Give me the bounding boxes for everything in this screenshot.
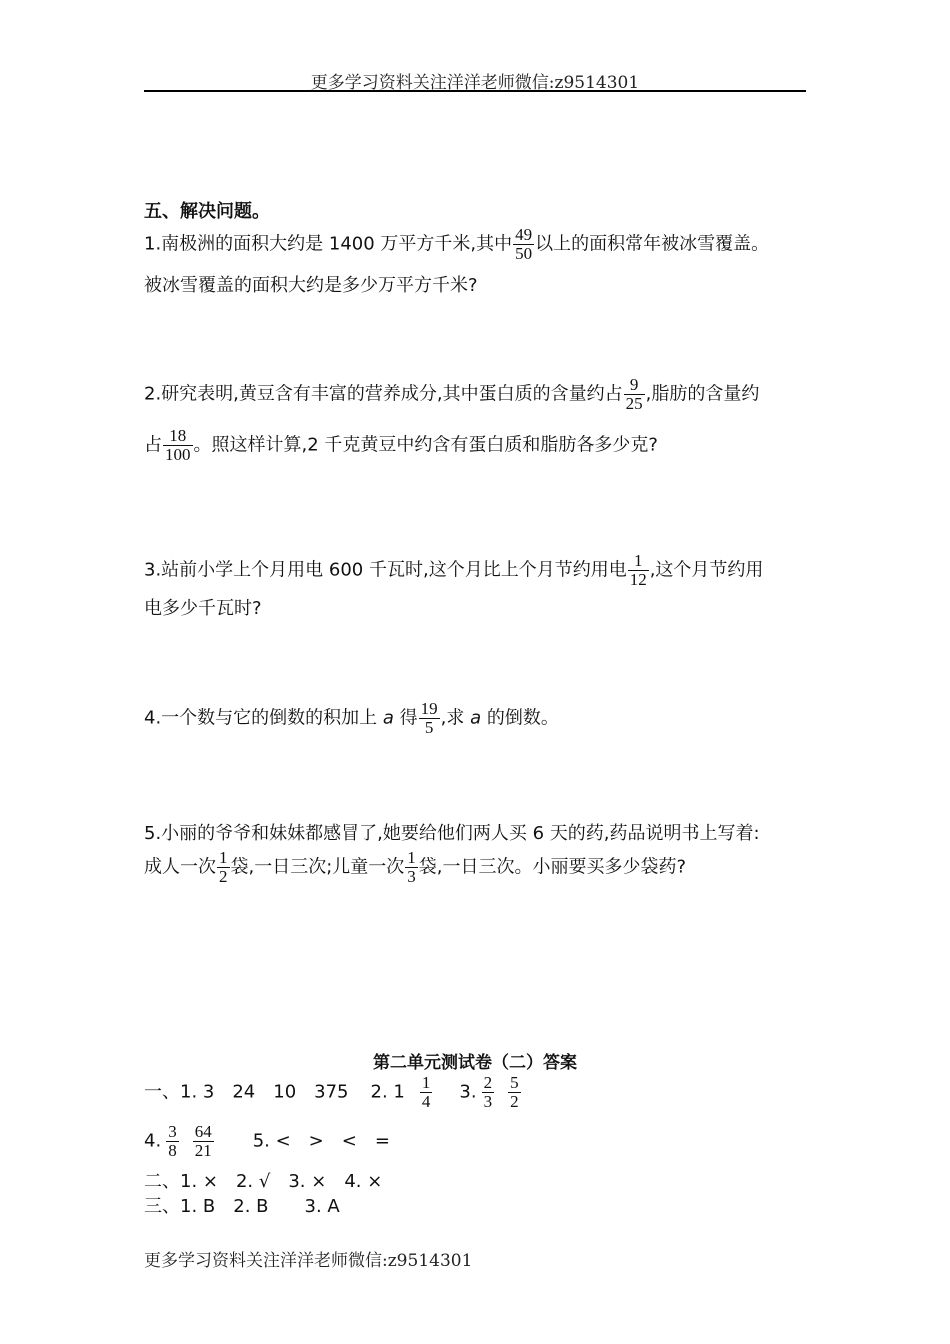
- header-divider: [144, 90, 806, 92]
- answer-4-fraction-1: $\frac{3}{8}$: [168, 1122, 177, 1160]
- answers-row-4: 三、1. B 2. B 3. A: [144, 1196, 340, 1217]
- q2-fraction-protein: $\frac{9}{25}$: [625, 375, 643, 413]
- answer-2-text: 2. 1: [370, 1081, 405, 1103]
- answer-1-text: 一、1. 3 24 10 375: [144, 1081, 349, 1103]
- q2-text-a: 2.研究表明,黄豆含有丰富的营养成分,其中蛋白质的含量约占: [144, 383, 623, 405]
- answer-3-fraction-1: $\frac{2}{3}$: [483, 1073, 493, 1111]
- answers-row-1: [144, 1074, 522, 1111]
- question-3-line-1: [144, 552, 763, 589]
- q4-text-d: 的倒数。: [481, 707, 559, 729]
- q5-fraction-adult: $\frac{1}{2}$: [219, 848, 228, 886]
- question-3-line-2: 电多少千瓦时?: [144, 598, 262, 619]
- question-5-line-2: [144, 849, 686, 886]
- q5-text-b: 袋,一日三次;儿童一次: [230, 856, 405, 878]
- q3-text-b: ,这个月节约用: [649, 559, 764, 581]
- question-5-line-1: 5.小丽的爷爷和妹妹都感冒了,她要给他们两人买 6 天的药,药品说明书上写着:: [144, 823, 760, 844]
- question-4: [144, 700, 559, 737]
- q4-variable-a: a: [382, 707, 394, 729]
- answer-4-text: 4.: [144, 1130, 162, 1152]
- q4-variable-a-2: a: [470, 707, 482, 729]
- q2-text-c: 占: [144, 434, 162, 456]
- answers-title: 第二单元测试卷（二）答案: [373, 1053, 577, 1073]
- q2-fraction-fat: $\frac{18}{100}$: [165, 426, 191, 464]
- q2-text-b: ,脂肪的含量约: [645, 383, 760, 405]
- q3-text-a: 3.站前小学上个月用电 600 千瓦时,这个月比上个月节约用电: [144, 559, 627, 581]
- answer-4-fraction-2: $\frac{64}{21}$: [194, 1122, 212, 1160]
- q4-text-c: ,求: [440, 707, 471, 729]
- section-title: 五、解决问题。: [144, 201, 270, 222]
- question-2-line-2: [144, 427, 658, 464]
- question-2-line-1: [144, 376, 759, 413]
- q5-text-c: 袋,一日三次。小丽要买多少袋药?: [418, 856, 687, 878]
- answer-3-fraction-2: $\frac{5}{2}$: [510, 1073, 519, 1111]
- q3-fraction: $\frac{1}{12}$: [629, 551, 647, 589]
- q1-fraction: $\frac{49}{50}$: [515, 225, 533, 263]
- answer-2-fraction: $\frac{1}{4}$: [421, 1073, 431, 1111]
- q1-text-b: 以上的面积常年被冰雪覆盖。: [535, 233, 770, 255]
- q5-text-a: 成人一次: [144, 856, 216, 878]
- page-header: 更多学习资料关注洋洋老师微信:z9514301: [310, 73, 640, 93]
- q4-text-a: 4.一个数与它的倒数的积加上: [144, 707, 383, 729]
- q2-text-d: 。照这样计算,2 千克黄豆中约含有蛋白质和脂肪各多少克?: [193, 434, 658, 456]
- q4-text-b: 得: [393, 707, 418, 729]
- question-1-line-2: 被冰雪覆盖的面积大约是多少万平方千米?: [144, 275, 478, 296]
- answers-row-3: 二、1. × 2. √ 3. × 4. ×: [144, 1171, 383, 1192]
- question-1-line-1: [144, 226, 769, 263]
- page-footer: 更多学习资料关注洋洋老师微信:z9514301: [144, 1251, 473, 1271]
- q1-text-a: 1.南极洲的面积大约是 1400 万平方千米,其中: [144, 233, 513, 255]
- answer-3-text: 3.: [459, 1081, 477, 1103]
- answers-row-2: [144, 1123, 390, 1160]
- answer-5-text: 5. < > < =: [252, 1130, 390, 1152]
- q4-fraction: $\frac{19}{5}$: [420, 699, 438, 737]
- q5-fraction-child: $\frac{1}{3}$: [407, 848, 416, 886]
